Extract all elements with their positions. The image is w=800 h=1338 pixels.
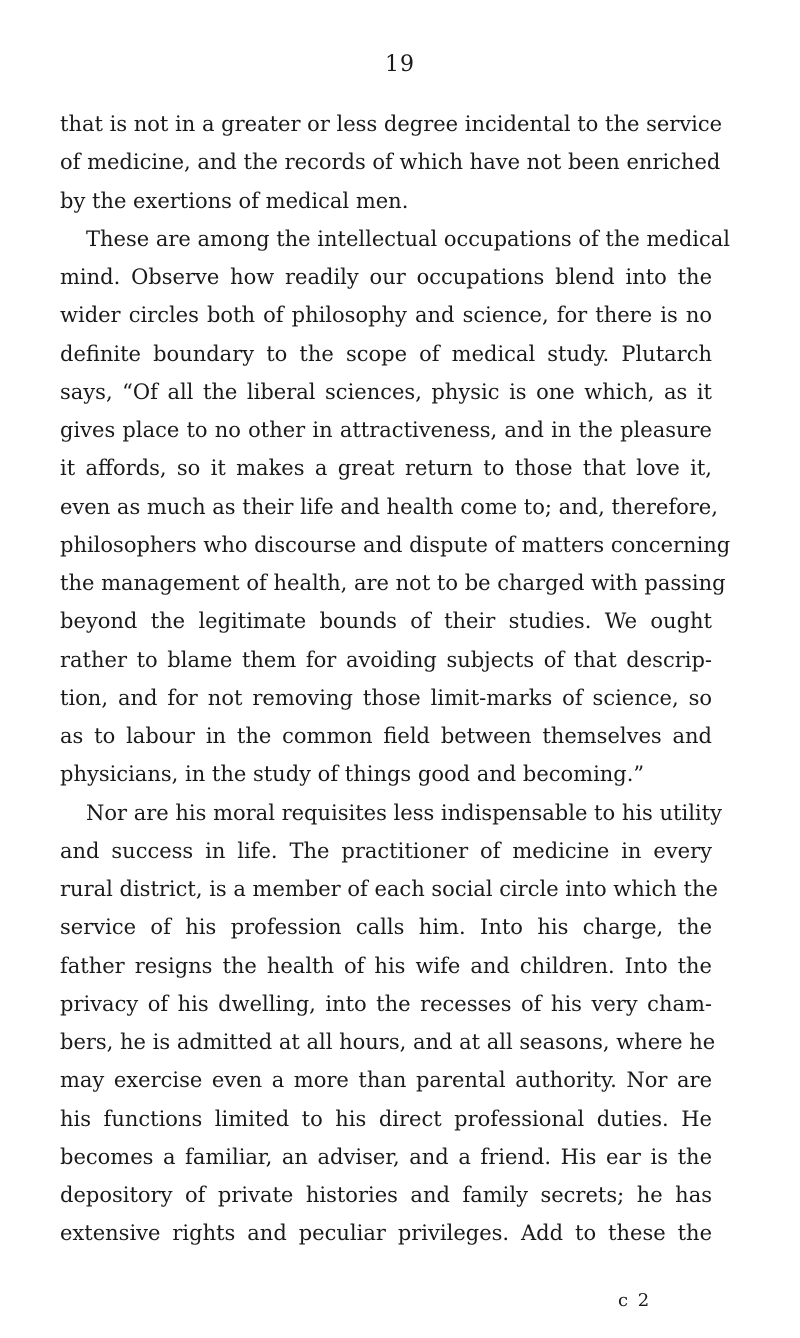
text-line: of medicine, and the records of which have not been enriched	[60, 150, 721, 175]
text-line: privacy of his dwelling, into the recesses of his very cham-	[60, 991, 712, 1016]
text-line: that is not in a greater or less degree incidental to the service	[60, 112, 723, 136]
text-line: as to labour in the common field between themselves and	[60, 724, 712, 748]
text-line: physicians, in the study of things good and becoming.”	[60, 762, 645, 787]
page-number: 19	[385, 52, 415, 77]
text-line: his functions limited to his direct professional duties. He	[60, 1106, 712, 1131]
text-line: says, “Of all the liberal sciences, physic is one which, as it	[60, 379, 712, 404]
text-line: extensive rights and peculiar privileges. Add to these the	[60, 1221, 712, 1246]
text-line: it affords, so it makes a great return to those that love it,	[60, 456, 712, 481]
text-line: mind. Observe how readily our occupations blend into the	[60, 265, 712, 289]
text-line: even as much as their life and health come to; and, therefore,	[60, 494, 718, 519]
text-line: rather to blame them for avoiding subjects of that descrip-	[60, 647, 712, 672]
text-line: the management of health, are not to be charged with passing	[60, 571, 726, 595]
text-line: tion, and for not removing those limit-marks of science, so	[60, 685, 712, 710]
text-line: becomes a familiar, an adviser, and a friend. His ear is the	[60, 1144, 712, 1169]
text-line: service of his profession calls him. Into his charge, the	[60, 915, 712, 940]
text-line: depository of private histories and family secrets; he has	[60, 1183, 712, 1207]
paragraph-start-line: Nor are his moral requisites less indispensable to his utility	[86, 800, 722, 825]
text-line: wider circles both of philosophy and science, for there is no	[60, 303, 712, 328]
text-line: father resigns the health of his wife and children. Into the	[60, 953, 712, 978]
text-line: bers, he is admitted at all hours, and at all seasons, where he	[60, 1030, 716, 1054]
text-line: beyond the legitimate bounds of their studies. We ought	[60, 609, 712, 634]
body-text	[60, 105, 731, 1253]
signature-mark: c 2	[618, 1290, 652, 1311]
text-line: by the exertions of medical men.	[60, 188, 409, 213]
text-line: definite boundary to the scope of medical study. Plutarch	[60, 341, 712, 366]
paragraph-start-line: These are among the intellectual occupations of the medical	[86, 226, 730, 251]
text-line: gives place to no other in attractiveness, and in the pleasure	[60, 418, 712, 442]
text-line: may exercise even a more than parental authority. Nor are	[60, 1068, 712, 1093]
text-line: rural district, is a member of each social circle into which the	[60, 877, 718, 901]
text-line: and success in life. The practitioner of medicine in every	[60, 838, 712, 863]
text-line: philosophers who discourse and dispute of matters concerning	[60, 532, 731, 557]
